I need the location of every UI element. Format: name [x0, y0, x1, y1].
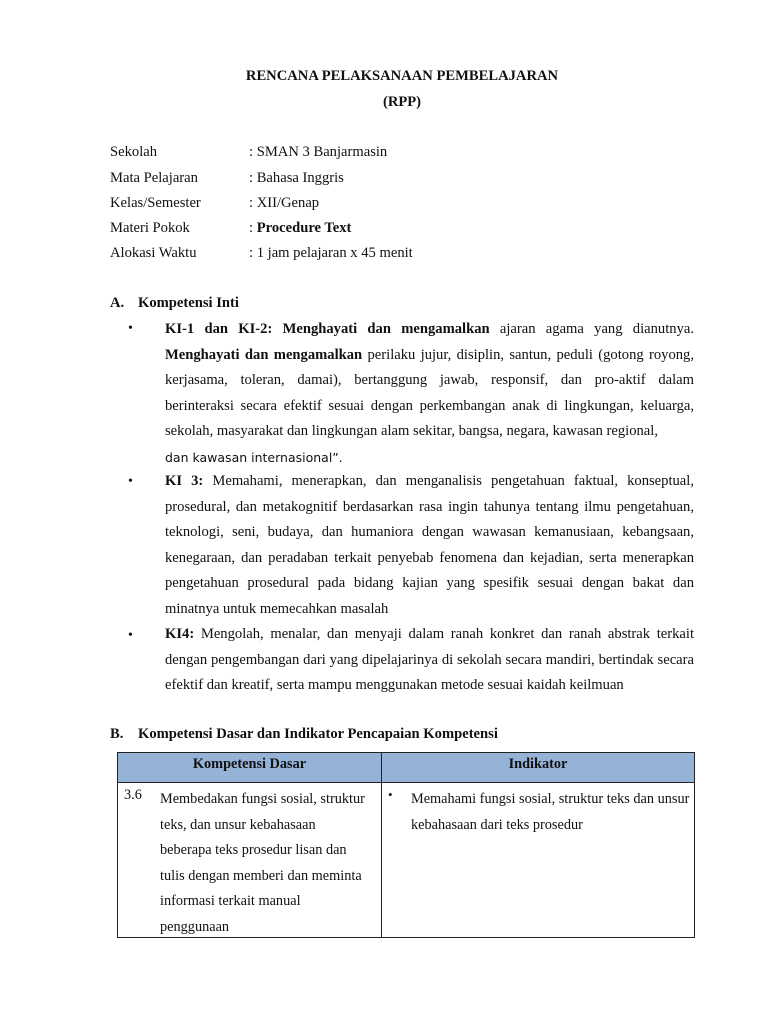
info-value: : XII/Genap: [249, 195, 320, 211]
ki12-bold-second: Menghayati dan mengamalkan: [165, 346, 363, 363]
column-header-label: Indikator: [508, 756, 568, 772]
ki4-text: Mengolah, menalar, dan menyaji dalam ranah konkret dan ranah abstrak terkait dengan pengembangan dari yang dipelajarinya di sekolah secara mandiri, bertindak secara efektif dan kreatif, serta mampu menggunakan metode sesuai kaidah keilmuan: [165, 626, 694, 693]
ki12-text-end: dan kawasan internasional”.: [165, 449, 343, 465]
indikator-cell-content: [382, 783, 694, 937]
indikator-text: Memahami fungsi sosial, struktur teks dan unsur kebahasaan dari teks prosedur: [411, 791, 690, 833]
section-letter: B.: [110, 726, 124, 742]
section-letter: A.: [110, 295, 125, 311]
ki-1-2-paragraph: [165, 317, 694, 471]
info-label: Alokasi Waktu: [110, 245, 197, 261]
bullet-icon: •: [388, 787, 393, 802]
column-header-kompetensi-dasar: [118, 753, 382, 783]
ki4-label: KI4:: [165, 626, 195, 642]
ki-4-paragraph: [165, 622, 694, 699]
bullet-icon: •: [128, 321, 133, 336]
info-label: Mata Pelajaran: [110, 170, 198, 186]
kompetensi-table: [117, 752, 695, 938]
ki3-text: Memahami, menerapkan, dan menganalisis pengetahuan faktual, konseptual, prosedural, dan metakognitif berdasarkan rasa ingin tahunya tentang ilmu pengetahuan, teknologi, seni, budaya, dan humaniora dengan wawasan kemanusiaan, kebangsaan, kenegaraan, dan peradaban terkait penyebab fenomena dan kejadian, serta menerapkan pengetahuan prosedural pada bidang kajian yang spesifik sesuai dengan bakat dan minatnya untuk memecahkan masalah: [165, 473, 694, 617]
ki12-text-rest: perilaku jujur, disiplin, santun, peduli (gotong royong, kerjasama, toleran, damai), bertanggung jawab, responsif, dan pro-aktif dalam berinteraksi secara efektif sesuai dengan perkembangan anak di lingkungan, keluarga, sekolah, masyarakat dan lingkungan alam sekitar, bangsa, negara, kawasan regional,: [165, 346, 694, 439]
info-value: : 1 jam pelajaran x 45 menit: [249, 245, 413, 261]
bullet-icon: •: [128, 474, 133, 489]
materi-value: Procedure Text: [256, 220, 352, 236]
column-header-label: Kompetensi Dasar: [192, 756, 307, 772]
kd-cell-content: [118, 783, 381, 937]
info-label: Materi Pokok: [110, 220, 190, 236]
document-title: RENCANA PELAKSANAAN PEMBELAJARAN: [245, 68, 559, 84]
ki12-text: ajaran agama yang dianutnya.: [489, 321, 694, 337]
info-value: : Bahasa Inggris: [249, 170, 344, 186]
ki-3-paragraph: [165, 469, 694, 622]
bullet-icon: •: [128, 628, 133, 643]
table-row: [118, 783, 695, 938]
kd-cell: [118, 783, 382, 938]
kd-number: 3.6: [124, 787, 142, 803]
section-title: Kompetensi Dasar dan Indikator Pencapaian Kompetensi: [138, 726, 498, 742]
kd-text: Membedakan fungsi sosial, struktur teks, dan unsur kebahasaan beberapa teks prosedur lisan dan tulis dengan memberi dan meminta informasi terkait manual penggunaan: [160, 791, 365, 935]
table-header-row: [118, 753, 695, 783]
indikator-cell: [382, 783, 695, 938]
section-a-heading: [110, 295, 239, 312]
ki3-label: KI 3:: [165, 473, 204, 489]
document-subtitle: (RPP): [382, 94, 422, 110]
info-label: Kelas/Semester: [110, 195, 201, 211]
info-value: [249, 220, 351, 237]
info-colon: :: [249, 220, 257, 236]
column-header-indikator: [382, 753, 695, 783]
info-value: : SMAN 3 Banjarmasin: [249, 144, 388, 160]
info-label: Sekolah: [110, 144, 158, 160]
ki12-bold-lead: KI-1 dan KI-2: Menghayati dan mengamalkan: [165, 321, 490, 337]
section-b-heading: [110, 726, 498, 743]
section-title: Kompetensi Inti: [138, 295, 239, 311]
